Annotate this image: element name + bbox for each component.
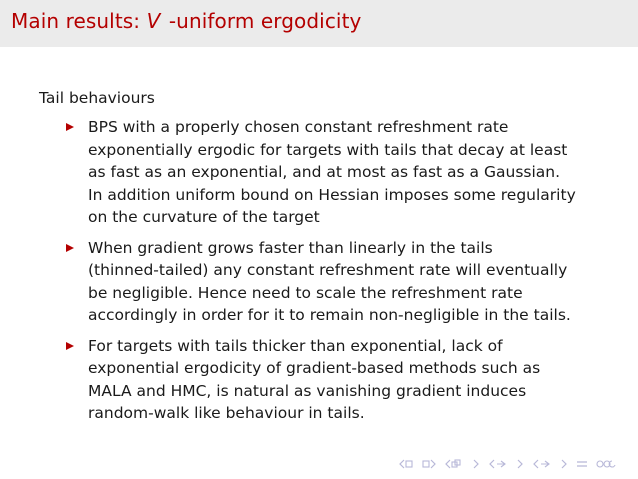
subsection-back-icon[interactable] xyxy=(444,459,464,469)
section-forward-icon[interactable] xyxy=(515,459,525,469)
document-forward-icon[interactable] xyxy=(559,459,569,469)
bullet-line: be negligible. Hence need to scale the refreshment rate xyxy=(88,283,523,302)
frame-back-icon[interactable] xyxy=(398,459,414,469)
subsection-forward-icon[interactable] xyxy=(471,459,481,469)
bullet-line: exponentially ergodic for targets with tails that decay at least xyxy=(88,140,568,159)
bullet-line: In addition uniform bound on Hessian imposes some regularity xyxy=(88,185,576,204)
bullet-list xyxy=(66,116,626,433)
bullet-triangle-icon xyxy=(66,244,74,252)
bullet-line: For targets with tails thicker than exponential, lack of xyxy=(88,336,503,355)
bullet-line: as fast as an exponential, and at most as fast as a Gaussian. xyxy=(88,163,561,181)
beamer-navigation xyxy=(398,459,617,469)
title-bar xyxy=(0,0,638,47)
bullet-line: MALA and HMC, is natural as vanishing gradient induces xyxy=(88,381,527,400)
bullet-item-3 xyxy=(66,335,626,425)
bullet-item-2 xyxy=(66,237,626,327)
title-variable: V xyxy=(146,9,161,33)
section-heading: Tail behaviours xyxy=(39,89,155,107)
bullet-triangle-icon xyxy=(66,342,74,350)
bullet-line: exponential ergodicity of gradient-based methods such as xyxy=(88,359,541,377)
title-prefix: Main results: xyxy=(11,9,147,33)
search-icon[interactable] xyxy=(595,459,617,469)
bullet-line: When gradient grows faster than linearly in the tails xyxy=(88,238,493,257)
bullet-line: BPS with a properly chosen constant refreshment rate xyxy=(88,118,509,136)
document-back-icon[interactable] xyxy=(532,459,552,469)
slide-title xyxy=(11,9,361,33)
bullet-line: random-walk like behaviour in tails. xyxy=(88,404,365,422)
bullet-line: on the curvature of the target xyxy=(88,208,320,226)
frame-forward-icon[interactable] xyxy=(421,459,437,469)
appendix-icon[interactable] xyxy=(576,459,588,469)
bullet-item-1 xyxy=(66,116,626,229)
bullet-line: (thinned-tailed) any constant refreshment rate will eventually xyxy=(88,261,568,279)
section-back-icon[interactable] xyxy=(488,459,508,469)
bullet-triangle-icon xyxy=(66,123,74,131)
title-suffix: -uniform ergodicity xyxy=(162,9,362,33)
bullet-line: accordingly in order for it to remain non-negligible in the tails. xyxy=(88,306,571,324)
